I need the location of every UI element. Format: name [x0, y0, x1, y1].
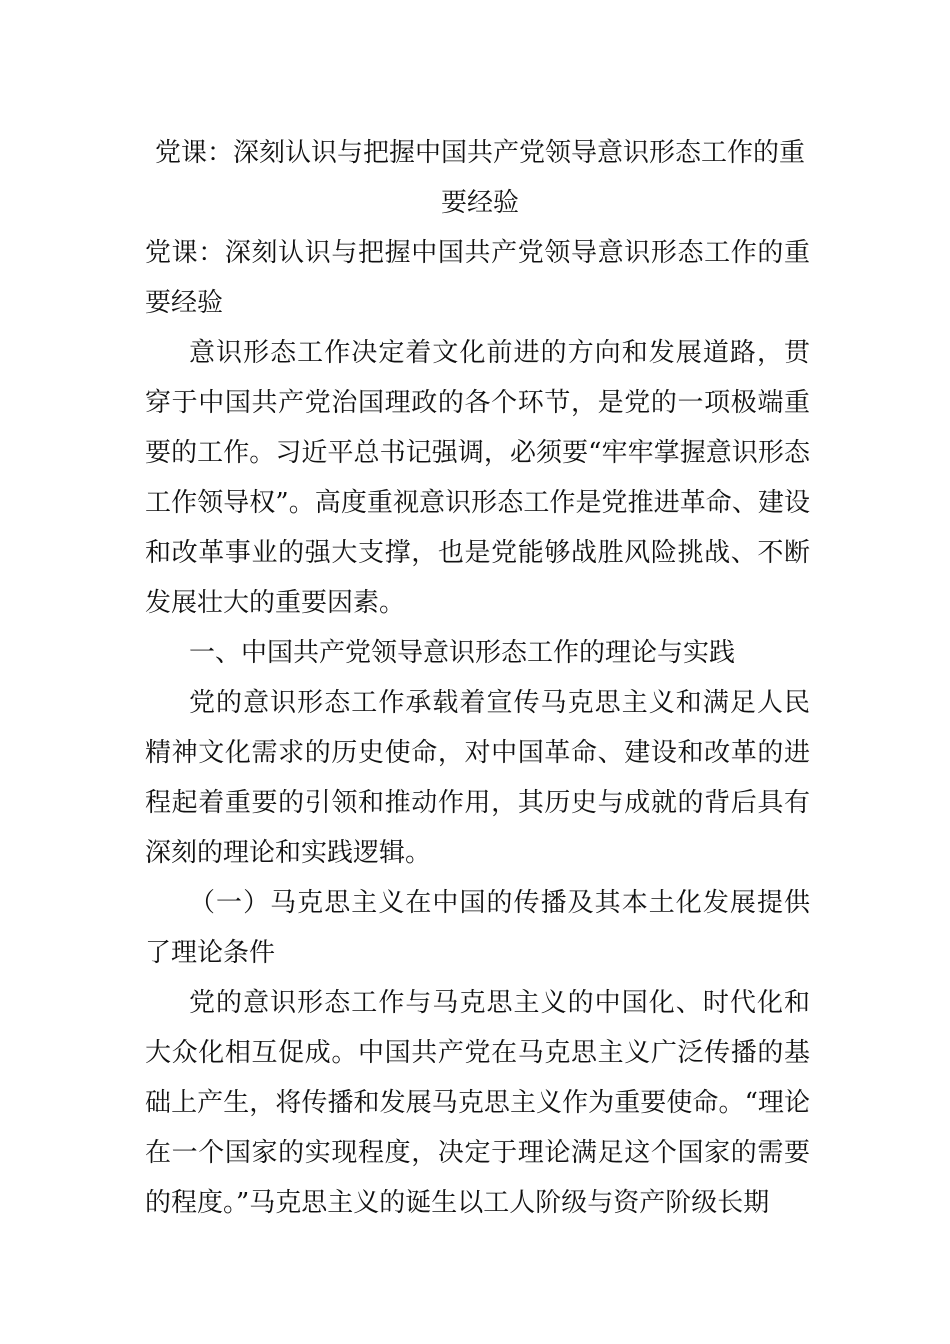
subsection-heading-1: （一）马克思主义在中国的传播及其本土化发展提供了理论条件: [145, 888, 810, 968]
paragraph-section-1: 党的意识形态工作承载着宣传马克思主义和满足人民精神文化需求的历史使命，对中国革命、建设和改革的进程起着重要的引领和推动作用，其历史与成就的背后具有深刻的理论和实践逻辑。: [145, 688, 810, 868]
document-subtitle: 党课：深刻认识与把握中国共产党领导意识形态工作的重要经验: [145, 238, 810, 318]
paragraph-subsection-1: 党的意识形态工作与马克思主义的中国化、时代化和大众化相互促成。中国共产党在马克思主义广泛传播的基础上产生，将传播和发展马克思主义作为重要使命。“理论在一个国家的实现程度，决定于理论满足这个国家的需要的程度。”马克思主义的诞生以工人阶级与资产阶级长期: [145, 988, 810, 1218]
section-heading-1: 一、中国共产党领导意识形态工作的理论与实践: [189, 638, 736, 668]
document-body: [145, 228, 810, 1228]
paragraph-intro: 意识形态工作决定着文化前进的方向和发展道路，贯穿于中国共产党治国理政的各个环节，是党的一项极端重要的工作。习近平总书记强调，必须要“牢牢掌握意识形态工作领导权”。高度重视意识形态工作是党推进革命、建设和改革事业的强大支撑，也是党能够战胜风险挑战、不断发展壮大的重要因素。: [145, 338, 810, 618]
document-title: 党课：深刻认识与把握中国共产党领导意识形态工作的重要经验: [154, 138, 805, 218]
